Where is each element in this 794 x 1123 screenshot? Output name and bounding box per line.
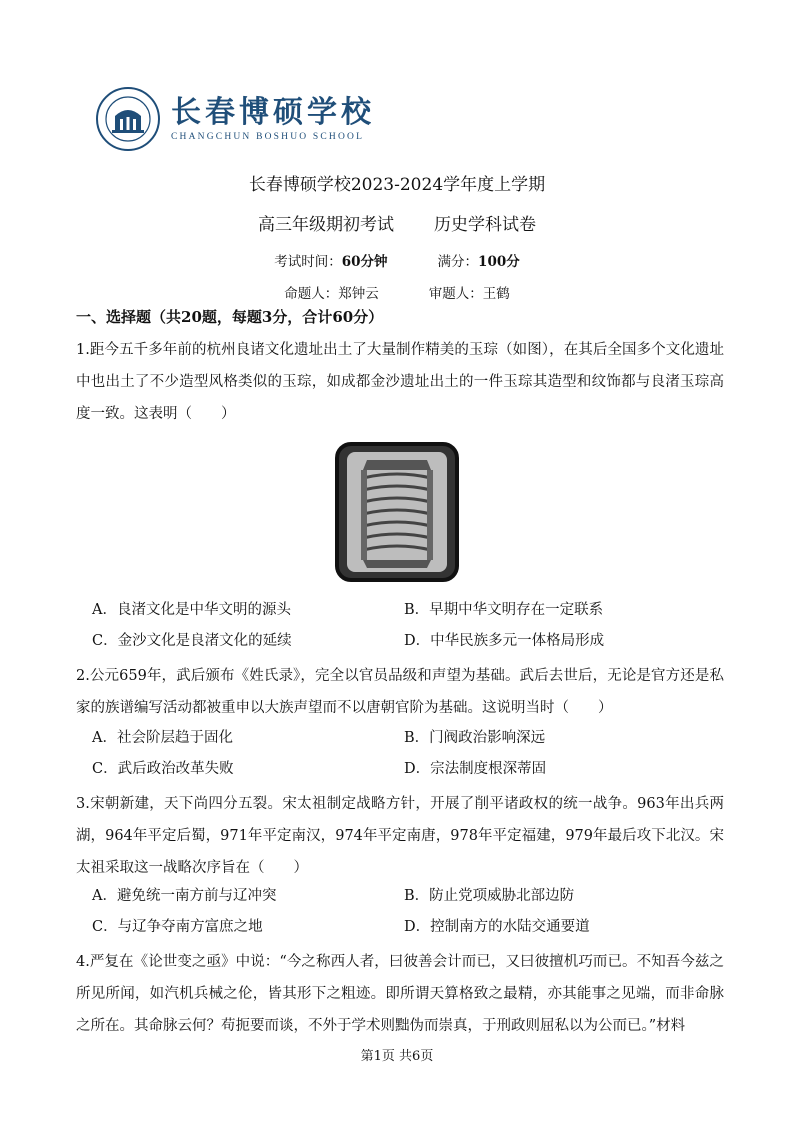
section-heading: 一、选择题（共20题，每题3分，合计60分） [76,308,384,326]
school-seal-icon [95,86,161,152]
exam-subtitle [0,210,794,235]
question-1-options [92,598,732,660]
question-2-options [92,726,732,788]
page-footer: 第1页 共6页 [360,1049,434,1064]
time-value: 60分钟 [341,254,388,270]
option-b[interactable]: B．防止党项威胁北部边防 [404,888,575,904]
jade-cong-image [333,440,461,584]
option-b[interactable]: B．早期中华文明存在一定联系 [404,602,604,618]
score-value: 100分 [478,254,520,270]
exam-grade: 高三年级期初考试 [258,215,394,235]
option-a[interactable]: A．避免统一南方前与辽冲突 [92,888,277,904]
question-2: 2.公元659年，武后颁布《姓氏录》，完全以官员品级和声望为基础。武后去世后，无论是官方还是私家的族谱编写活动都被重申以大族声望而不以唐朝官阶为基础。这说明当时（ ） [76,668,724,716]
school-name-en: CHANGCHUN BOSHUO SCHOOL [171,132,365,142]
question-3-options [92,884,732,946]
reviewer-label: 审题人： [428,286,483,302]
option-d[interactable]: D．宗法制度根深蒂固 [404,761,547,777]
author-label: 命题人： [284,286,339,302]
question-1: 1.距今五千多年前的杭州良诸文化遗址出土了大量制作精美的玉琮（如图），在其后全国多个文化遗址中也出土了不少造型风格类似的玉琮，如成都金沙遗址出土的一件玉琮其造型和纹饰都与良渚玉琮高度一致。这表明（ ） [76,342,724,422]
question-4: 4.严复在《论世变之亟》中说：“今之称西人者，曰彼善会计而已，又曰彼擅机巧而已。不知吾今兹之所见所闻，如汽机兵械之伦，皆其形下之粗迹。即所谓天算格致之最精，亦其能事之见端，而非命脉之所在。其命脉云何？苟扼要而谈，不外于学术则黜伪而崇真，于刑政则屈私以为公而已。”材料 [76,954,724,1034]
score-label: 满分： [437,254,479,270]
option-d[interactable]: D．控制南方的水陆交通要道 [404,919,590,935]
question-3: 3.宋朝新建，天下尚四分五裂。宋太祖制定战略方针，开展了削平诸政权的统一战争。963年出兵两湖，964年平定后蜀，971年平定南汉，974年平定南唐，978年平定福建，979年最后攻下北汉。宋太祖采取这一战略次序旨在（ ） [76,796,724,876]
option-d[interactable]: D．中华民族多元一体格局形成 [404,633,605,649]
exam-time-score [0,250,794,270]
option-c[interactable]: C．金沙文化是良渚文化的延续 [92,633,292,649]
time-label: 考试时间： [274,254,342,270]
reviewer-value: 王鹤 [482,286,510,302]
school-name-cn: 长春博硕学校 [171,95,375,130]
exam-subject: 历史学科试卷 [434,215,536,235]
option-c[interactable]: C．武后政治改革失败 [92,761,234,777]
option-b[interactable]: B．门阀政治影响深远 [404,730,546,746]
option-c[interactable]: C．与辽争夺南方富庶之地 [92,919,263,935]
school-logo [95,86,375,152]
option-a[interactable]: A．良渚文化是中华文明的源头 [92,602,291,618]
exam-authors [0,282,794,302]
option-a[interactable]: A．社会阶层趋于固化 [92,730,233,746]
author-value: 郑钟云 [338,286,379,302]
exam-title: 长春博硕学校2023-2024学年度上学期 [248,175,546,195]
